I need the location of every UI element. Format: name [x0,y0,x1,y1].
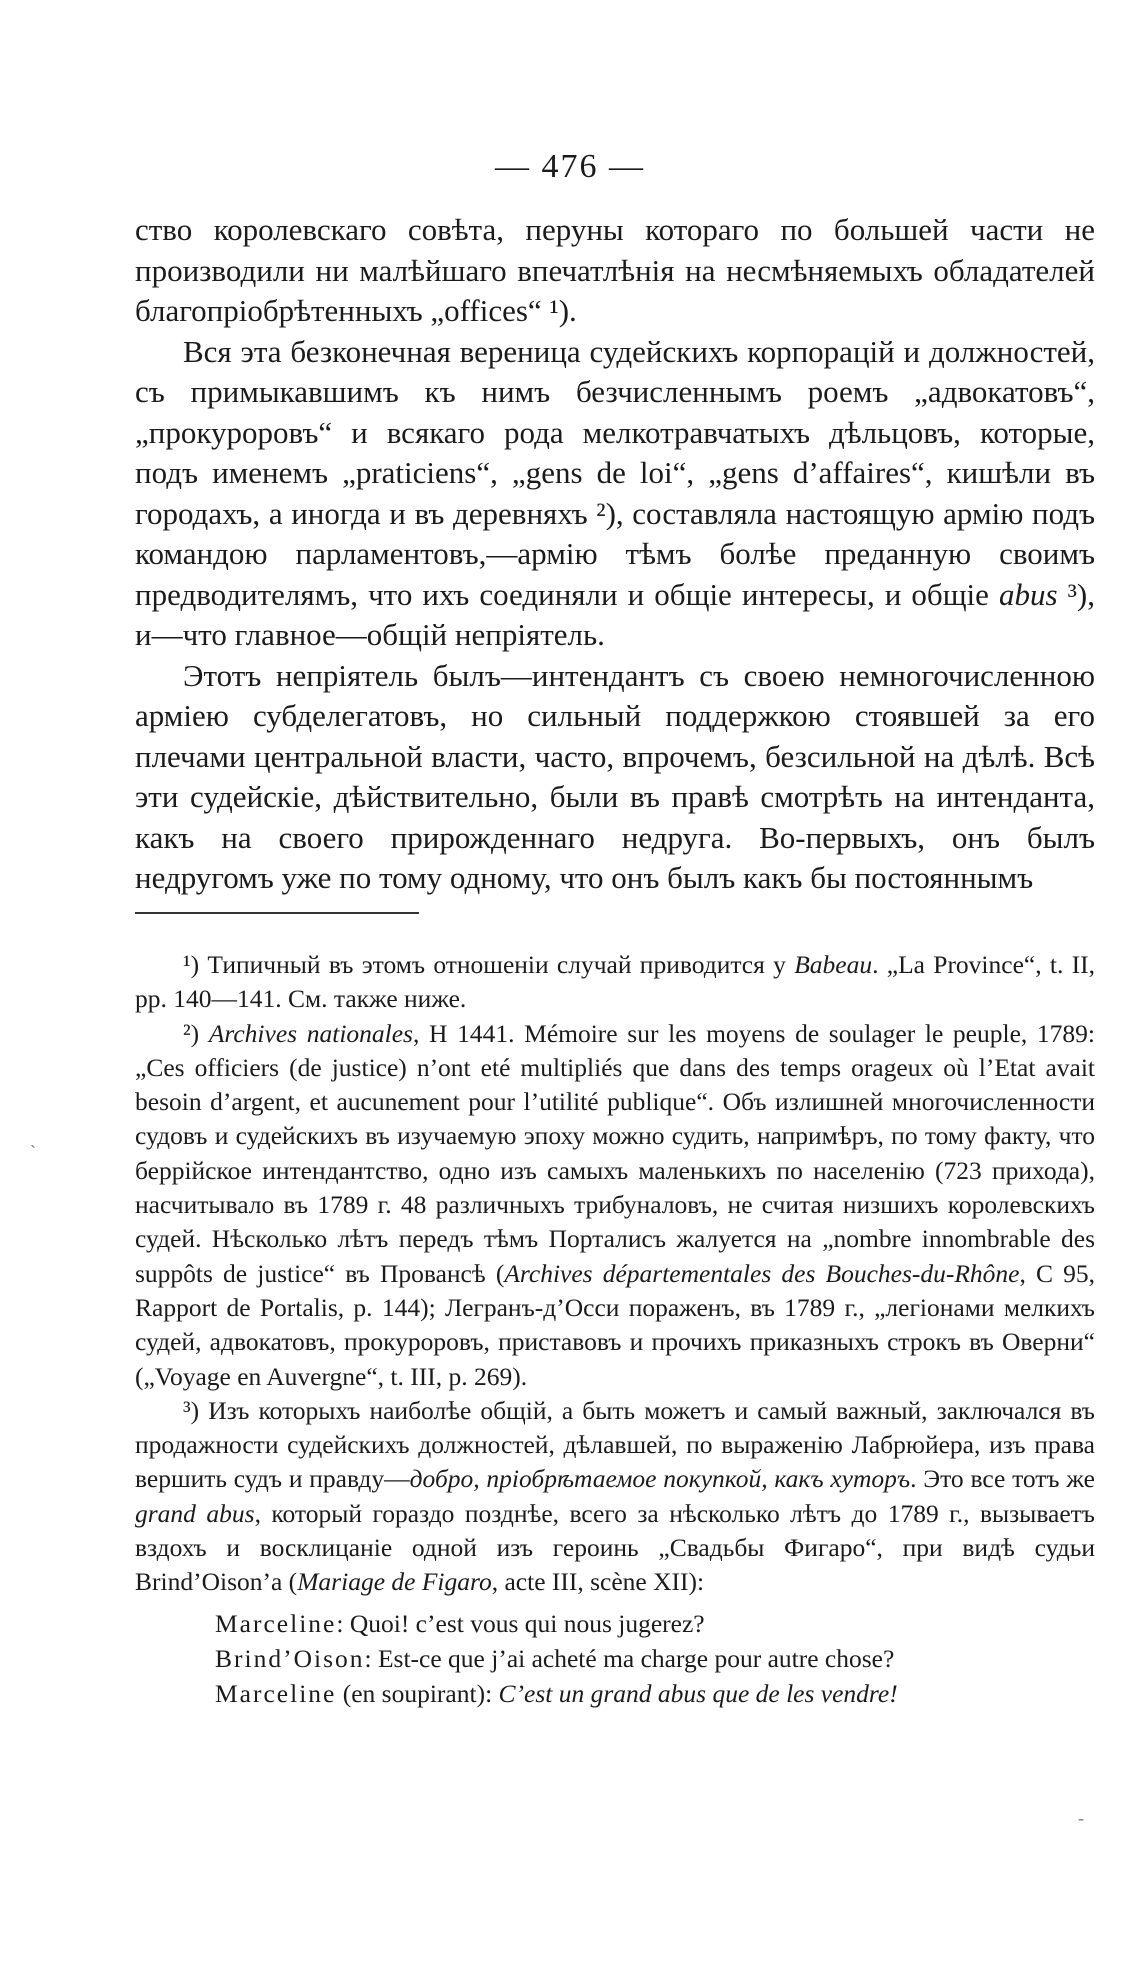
speaker: Marceline [215,1608,337,1638]
footnote-3-grand-abus: grand abus [135,1498,255,1528]
footnote-2-dept-archive: Archives départementales des Bouches-du-Rhône [504,1258,1020,1288]
abus-word: abus [999,576,1058,612]
paragraph-2 [135,332,1095,656]
paragraph-2-text: Вся эта безконечная вереница судейскихъ корпорацій и должностей, съ примыкавшимъ къ нимъ безчисленнымъ роемъ „адвокатовъ“, „прокуроровъ“ и всякаго рода мелкотравчатыхъ дѣльцовъ, которые, подъ именемъ „praticiens“, „gens de loi“, „gens d’affaires“, кишѣли въ городахъ, а иногда и въ деревняхъ ²), составляла настоящую армію подъ командою парламентовъ,—армію тѣмъ болѣе преданную своимъ предводителямъ, что ихъ соединяли и общіе интересы, и общіе [135,333,1095,612]
quote-line-3: Marceline (en soupirant): C’est un grand abus que de les vendre! [215,1678,898,1708]
speaker: Brind’Oison [215,1643,365,1673]
paragraph-3: Этотъ непріятель былъ—интендантъ съ своею немногочисленною арміею субделегатовъ, но сильный поддержкою стоявшей за его плечами центральной власти, часто, впрочемъ, безсильной на дѣлѣ. Всѣ эти судейскіе, дѣйствительно, были въ правѣ смотрѣть на интенданта, какъ на своего прирожденнаго недруга. Во-первыхъ, онъ былъ недругомъ уже по тому одному, что онъ былъ какъ бы постояннымъ [135,657,1095,895]
footnote-1-author: Babeau [794,950,873,979]
quote-line-1: Marceline: Quoi! c’est vous qui nous jugerez? [215,1608,705,1638]
margin-speck: ` [30,1142,36,1162]
page-number: — 476 — [495,148,645,185]
footnote-separator [135,912,419,914]
paragraph-1: ство королевскаго совѣта, перуны котораго по большей части не производили ни малѣйшаго впечатлѣнія на несмѣняемыхъ обладателей благопріобрѣтенныхъ „offices“ ¹). [135,212,1095,328]
paragraph-2-end: ³), и—что главное—общій непріятель. [135,576,1095,652]
main-text [135,210,1095,899]
footnote-1: ¹) Типичный въ этомъ отношеніи случай приводится у Babeau. „La Province“, t. II, pp. 140—141. См. также ниже. [135,950,1095,1014]
margin-speck: - [1078,1808,1084,1828]
footnote-3-phrase: добро, пріобрѣтаемое покупкой, какъ хуторъ [409,1464,911,1494]
footnotes [135,948,1095,1711]
footnote-2-archive: Archives nationales [208,1018,413,1048]
footnote-2: ²) Archives nationales, H 1441. Mémoire sur les moyens de soulager le peuple, 1789: „Ces officiers (de justice) n’ont eté multipliés que dans des temps orageux où l’Etat avait besoin d’argent, et aucunement pour l’utilité publique“. Объ излишней многочисленности судовъ и судейскихъ въ изучаемую эпоху можно судить, напримѣръ, по тому факту, что беррійское интендантство, одно изъ самыхъ маленькихъ по населенію (723 прихода), насчитывало въ 1789 г. 48 различныхъ трибуналовъ, не считая низшихъ королевскихъ судей. Нѣсколько лѣтъ передъ тѣмъ Порталисъ жалуется на „nombre innombrable des suppôts de justice“ въ Провансѣ (Archives départementales des Bouches-du-Rhône, C 95, Rapport de Portalis, p. 144); Легранъ-д’Осси пораженъ, въ 1789 г., „легіонами мелкихъ судей, адвокатовъ, прокуроровъ, приставовъ и прочихъ приказныхъ строкъ въ Оверни“ („Voyage en Auvergne“, t. III, p. 269). [135,1018,1096,1391]
speaker: Marceline [215,1678,337,1708]
footnote-3: ³) Изъ которыхъ наиболѣе общій, а быть можетъ и самый важный, заключался въ продажности судейскихъ должностей, дѣлавшей, по выраженію Лабрюйера, изъ права вершить судъ и правду—добро, пріобрѣтаемое покупкой, какъ хуторъ. Это все тотъ же grand abus, который гораздо позднѣе, всего за нѣсколько лѣтъ до 1789 г., вызываетъ вздохъ и восклицаніе одной изъ героинь „Свадьбы Фигаро“, при видѣ судьи Brind’Oison’a (Mariage de Figaro, acte III, scène XII): [135,1395,1095,1597]
footnote-3-play-title: Mariage de Figaro [297,1567,492,1597]
quote-line-2: Brind’Oison: Est-ce que j’ai acheté ma charge pour autre chose? [215,1643,895,1673]
dialogue-quote [215,1606,1095,1711]
